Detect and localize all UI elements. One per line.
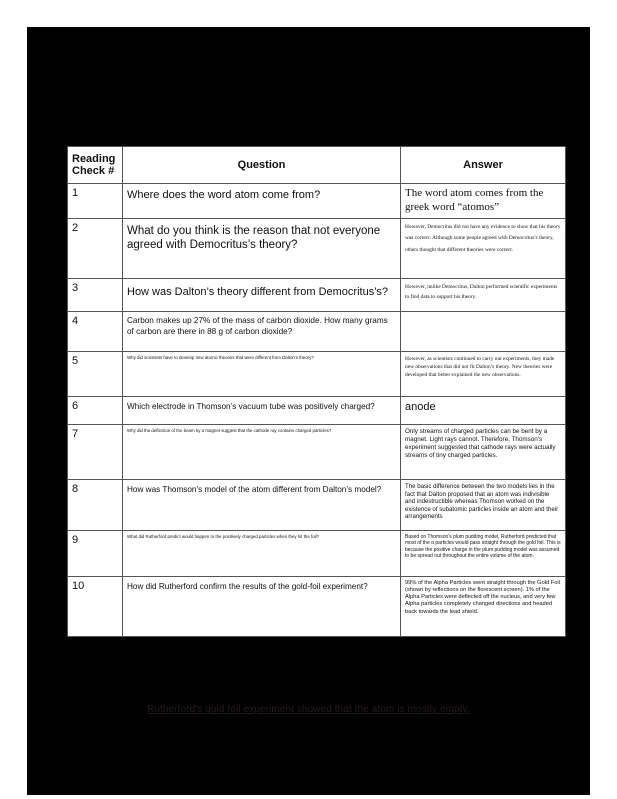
row-number: 4 [68, 312, 123, 352]
question-text: What did Rutherford predict would happen to the positively charged particles when they hit the foil? [127, 534, 320, 539]
footer-link[interactable]: Rutherford's gold foil experiment showed that the atom is mostly empty. [147, 704, 470, 715]
row-number: 10 [68, 577, 123, 637]
table-row [68, 352, 566, 397]
question-text: Where does the word atom come from? [127, 189, 321, 201]
answer-cell [401, 577, 566, 637]
table-row [68, 531, 566, 577]
question-cell [123, 312, 401, 352]
row-number: 3 [68, 279, 123, 312]
table-row [68, 577, 566, 637]
answer-cell [401, 480, 566, 531]
answer-text: However, Democritus did not have any evidence to show that his theory was correct. Although some people agreed with Democritus’s theory, others thought that different theories were correct. [405, 224, 561, 253]
table-header-row [68, 147, 566, 184]
question-cell [123, 279, 401, 312]
answer-text: The basic difference between the two models lies in the fact that Dalton proposed that an atom was indivisible and indestructible whereas Thomson worked on the existence of subatomic particles inside an atom and their arrangements [405, 483, 559, 521]
question-text: How was Dalton’s theory different from Democritus’s? [127, 286, 389, 298]
answer-text: 99% of the Alpha Particles went straight through the Gold Foil (shown by reflections on the florescent screen). 1% of the Alpha Particles were deflected off the nucleus, and very few Alpha particles completely changed directions and headed back towards the lead shield. [405, 580, 560, 615]
question-cell [123, 480, 401, 531]
row-number: 5 [68, 352, 123, 397]
question-cell [123, 352, 401, 397]
table-row [68, 312, 566, 352]
answer-cell [401, 219, 566, 279]
header-answer: Answer [401, 147, 566, 184]
header-reading-check: Reading Check # [68, 147, 123, 184]
table-row [68, 480, 566, 531]
answer-text: However, unlike Democritus, Dalton performed scientific experiments to find data to support his theory. [405, 284, 558, 301]
row-number: 8 [68, 480, 123, 531]
question-text: How did Rutherford confirm the results of the gold-foil experiment? [127, 582, 368, 591]
row-number: 9 [68, 531, 123, 577]
table-row [68, 219, 566, 279]
answer-cell [401, 279, 566, 312]
question-cell [123, 577, 401, 637]
answer-cell [401, 352, 566, 397]
answer-cell [401, 425, 566, 480]
question-cell [123, 425, 401, 480]
answer-text: Based on Thomson's plum pudding model, Rutherford predicted that most of the α particles would pass straight through the gold foil. This is because the positive charge in the plum pudding model was assumed to be spread out throughout the entire volume of the atom. [405, 534, 561, 559]
answer-cell [401, 312, 566, 352]
table-row [68, 184, 566, 219]
question-cell [123, 397, 401, 425]
question-text: Which electrode in Thomson’s vacuum tube was positively charged? [127, 402, 375, 411]
answer-cell [401, 397, 566, 425]
row-number: 7 [68, 425, 123, 480]
answer-cell [401, 531, 566, 577]
row-number: 2 [68, 219, 123, 279]
header-question: Question [123, 147, 401, 184]
table-row [68, 279, 566, 312]
answer-text: However, as scientists continued to carry out experiments, they made new observations that did not fit Dalton’s theory. New theories were developed that better explained the new observations. [405, 356, 555, 379]
question-cell [123, 184, 401, 219]
question-text: Why did scientists have to develop new atomic theories that were different from Dalton’s theory? [127, 355, 314, 360]
question-text: How was Thomson’s model of the atom different from Dalton’s model? [127, 485, 382, 494]
answer-text: The word atom comes from the greek word “atomos” [405, 187, 544, 213]
row-number: 1 [68, 184, 123, 219]
reading-check-table [67, 146, 566, 637]
table-row [68, 397, 566, 425]
answer-text: anode [405, 401, 436, 413]
answer-text: Only streams of charged particles can be bent by a magnet. Light rays cannot. Therefore, Thomson's experiment suggested that cathode rays were actually streams of tiny charged particles. [405, 428, 556, 459]
question-text: Why did the deflection of the beam by a magnet suggest that the cathode ray contains charged particles? [127, 428, 332, 433]
question-cell [123, 219, 401, 279]
answer-cell [401, 184, 566, 219]
table-row [68, 425, 566, 480]
question-text: What do you think is the reason that not everyone agreed with Democritus’s theory? [127, 225, 381, 252]
question-cell [123, 531, 401, 577]
row-number: 6 [68, 397, 123, 425]
question-text: Carbon makes up 27% of the mass of carbon dioxide. How many grams of carbon are there in 88 g of carbon dioxide? [127, 316, 388, 337]
